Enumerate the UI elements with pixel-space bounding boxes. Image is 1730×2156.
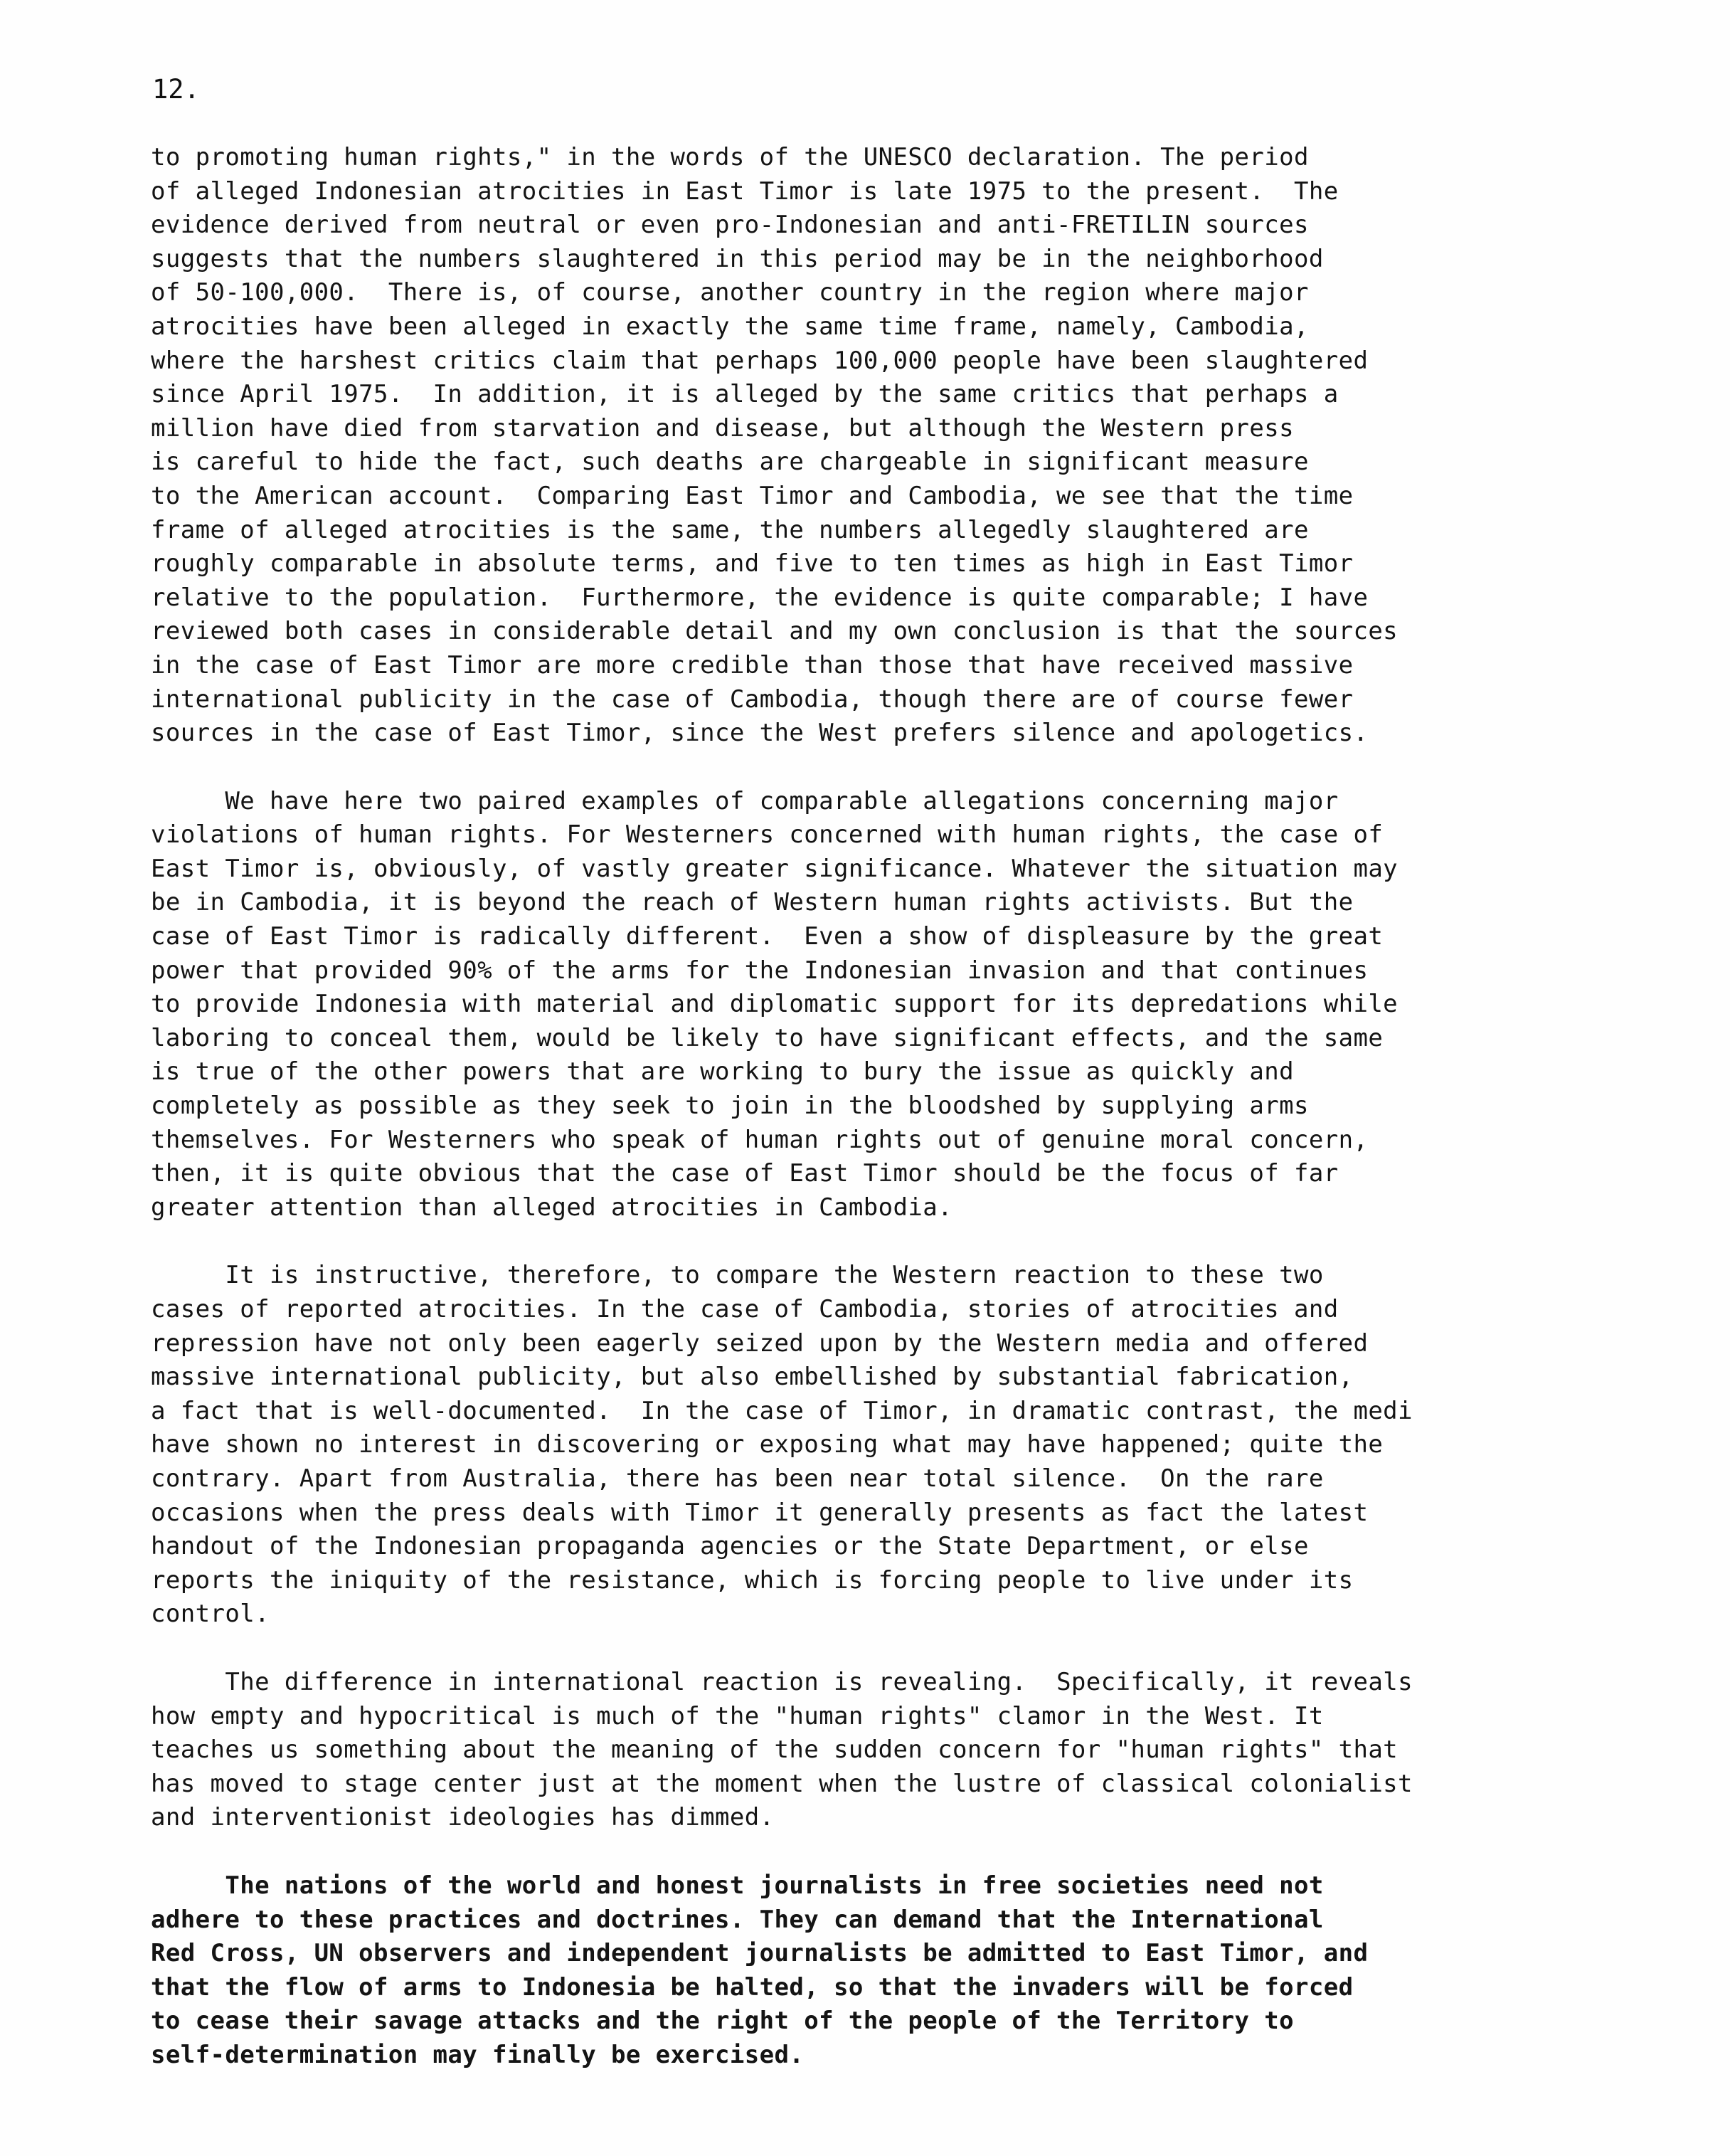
paragraph-5 bbox=[151, 1869, 1616, 2073]
text-line: and interventionist ideologies has dimmed. bbox=[151, 1803, 775, 1832]
text-line: roughly comparable in absolute terms, and five to ten times as high in East Timor bbox=[151, 549, 1354, 578]
text-line: then, it is quite obvious that the case of East Timor should be the focus of far bbox=[151, 1159, 1339, 1188]
text-line: be in Cambodia, it is beyond the reach of Western human rights activists. But the bbox=[151, 888, 1354, 917]
text-line: massive international publicity, but also embellished by substantial fabrication, bbox=[151, 1363, 1354, 1392]
text-line: self-determination may finally be exercised. bbox=[151, 2040, 805, 2069]
paragraph-1 bbox=[151, 141, 1616, 751]
text-line: power that provided 90% of the arms for the Indonesian invasion and that continues bbox=[151, 956, 1369, 985]
text-line: to provide Indonesia with material and diplomatic support for its depredations while bbox=[151, 990, 1399, 1019]
text-line: million have died from starvation and disease, but although the Western press bbox=[151, 413, 1294, 443]
text-line: since April 1975. In addition, it is alleged by the same critics that perhaps a bbox=[151, 380, 1339, 409]
text-line: is careful to hide the fact, such deaths are chargeable in significant measure bbox=[151, 448, 1309, 477]
text-line: frame of alleged atrocities is the same, the numbers allegedly slaughtered are bbox=[151, 515, 1309, 544]
text-line: violations of human rights. For Westerners concerned with human rights, the case of bbox=[151, 820, 1384, 850]
text-line: It is instructive, therefore, to compare the Western reaction to these two bbox=[151, 1261, 1324, 1290]
text-line: teaches us something about the meaning of the sudden concern for "human rights" that bbox=[151, 1735, 1399, 1765]
text-line: handout of the Indonesian propaganda agencies or the State Department, or else bbox=[151, 1532, 1309, 1561]
text-line: to cease their savage attacks and the right of the people of the Territory to bbox=[151, 2007, 1294, 2036]
text-line: has moved to stage center just at the moment when the lustre of classical colonialist bbox=[151, 1769, 1413, 1798]
text-line: contrary. Apart from Australia, there has been near total silence. On the rare bbox=[151, 1464, 1324, 1493]
text-line: completely as possible as they seek to join in the bloodshed by supplying arms bbox=[151, 1092, 1309, 1121]
text-line: of 50-100,000. There is, of course, another country in the region where major bbox=[151, 278, 1309, 307]
text-line: repression have not only been eagerly seized upon by the Western media and offered bbox=[151, 1328, 1369, 1358]
text-line: atrocities have been alleged in exactly the same time frame, namely, Cambodia, bbox=[151, 312, 1309, 341]
text-line: international publicity in the case of Cambodia, though there are of course fewer bbox=[151, 685, 1354, 714]
text-line: how empty and hypocritical is much of the "human rights" clamor in the West. It bbox=[151, 1701, 1324, 1730]
text-line: We have here two paired examples of comparable allegations concerning major bbox=[151, 786, 1339, 815]
text-line: The nations of the world and honest journalists in free societies need not bbox=[151, 1871, 1324, 1900]
text-line: adhere to these practices and doctrines. They can demand that the International bbox=[151, 1905, 1324, 1934]
text-line: have shown no interest in discovering or exposing what may have happened; quite the bbox=[151, 1430, 1384, 1459]
text-line: laboring to conceal them, would be likely to have significant effects, and the same bbox=[151, 1023, 1384, 1052]
text-line: suggests that the numbers slaughtered in this period may be in the neighborhood bbox=[151, 244, 1324, 273]
text-line: is true of the other powers that are working to bury the issue as quickly and bbox=[151, 1057, 1294, 1087]
text-line: where the harshest critics claim that perhaps 100,000 people have been slaughtered bbox=[151, 346, 1369, 375]
text-line: cases of reported atrocities. In the case of Cambodia, stories of atrocities and bbox=[151, 1295, 1339, 1323]
paragraph-3 bbox=[151, 1259, 1616, 1632]
text-line: Red Cross, UN observers and independent journalists be admitted to East Timor, and bbox=[151, 1939, 1369, 1968]
text-line: that the flow of arms to Indonesia be halted, so that the invaders will be forced bbox=[151, 1972, 1354, 2002]
text-line: a fact that is well-documented. In the case of Timor, in dramatic contrast, the medi bbox=[151, 1396, 1413, 1425]
text-line: in the case of East Timor are more credible than those that have received massive bbox=[151, 650, 1354, 680]
text-line: to the American account. Comparing East Timor and Cambodia, we see that the time bbox=[151, 481, 1354, 510]
paragraph-2 bbox=[151, 785, 1616, 1225]
text-line: reviewed both cases in considerable detail and my own conclusion is that the sources bbox=[151, 617, 1399, 646]
text-line: The difference in international reaction is revealing. Specifically, it reveals bbox=[151, 1667, 1413, 1696]
text-line: relative to the population. Furthermore, the evidence is quite comparable; I have bbox=[151, 583, 1369, 612]
text-line: control. bbox=[151, 1600, 270, 1629]
text-line: themselves. For Westerners who speak of human rights out of genuine moral concern, bbox=[151, 1125, 1369, 1154]
text-line: sources in the case of East Timor, since the West prefers silence and apologetics. bbox=[151, 719, 1369, 748]
text-line: reports the iniquity of the resistance, which is forcing people to live under its bbox=[151, 1565, 1354, 1595]
text-line: case of East Timor is radically different. Even a show of displeasure by the great bbox=[151, 922, 1384, 951]
paragraph-4 bbox=[151, 1666, 1616, 1835]
text-line: of alleged Indonesian atrocities in East Timor is late 1975 to the present. The bbox=[151, 176, 1339, 206]
text-line: East Timor is, obviously, of vastly greater significance. Whatever the situation may bbox=[151, 854, 1399, 883]
page-number: 12. bbox=[152, 74, 200, 105]
text-line: evidence derived from neutral or even pro-Indonesian and anti-FRETILIN sources bbox=[151, 211, 1309, 240]
body-text bbox=[151, 141, 1616, 2106]
text-line: occasions when the press deals with Timor it generally presents as fact the latest bbox=[151, 1498, 1369, 1527]
text-line: to promoting human rights," in the words of the UNESCO declaration. The period bbox=[151, 143, 1309, 171]
text-line: greater attention than alleged atrocities in Cambodia. bbox=[151, 1193, 952, 1222]
